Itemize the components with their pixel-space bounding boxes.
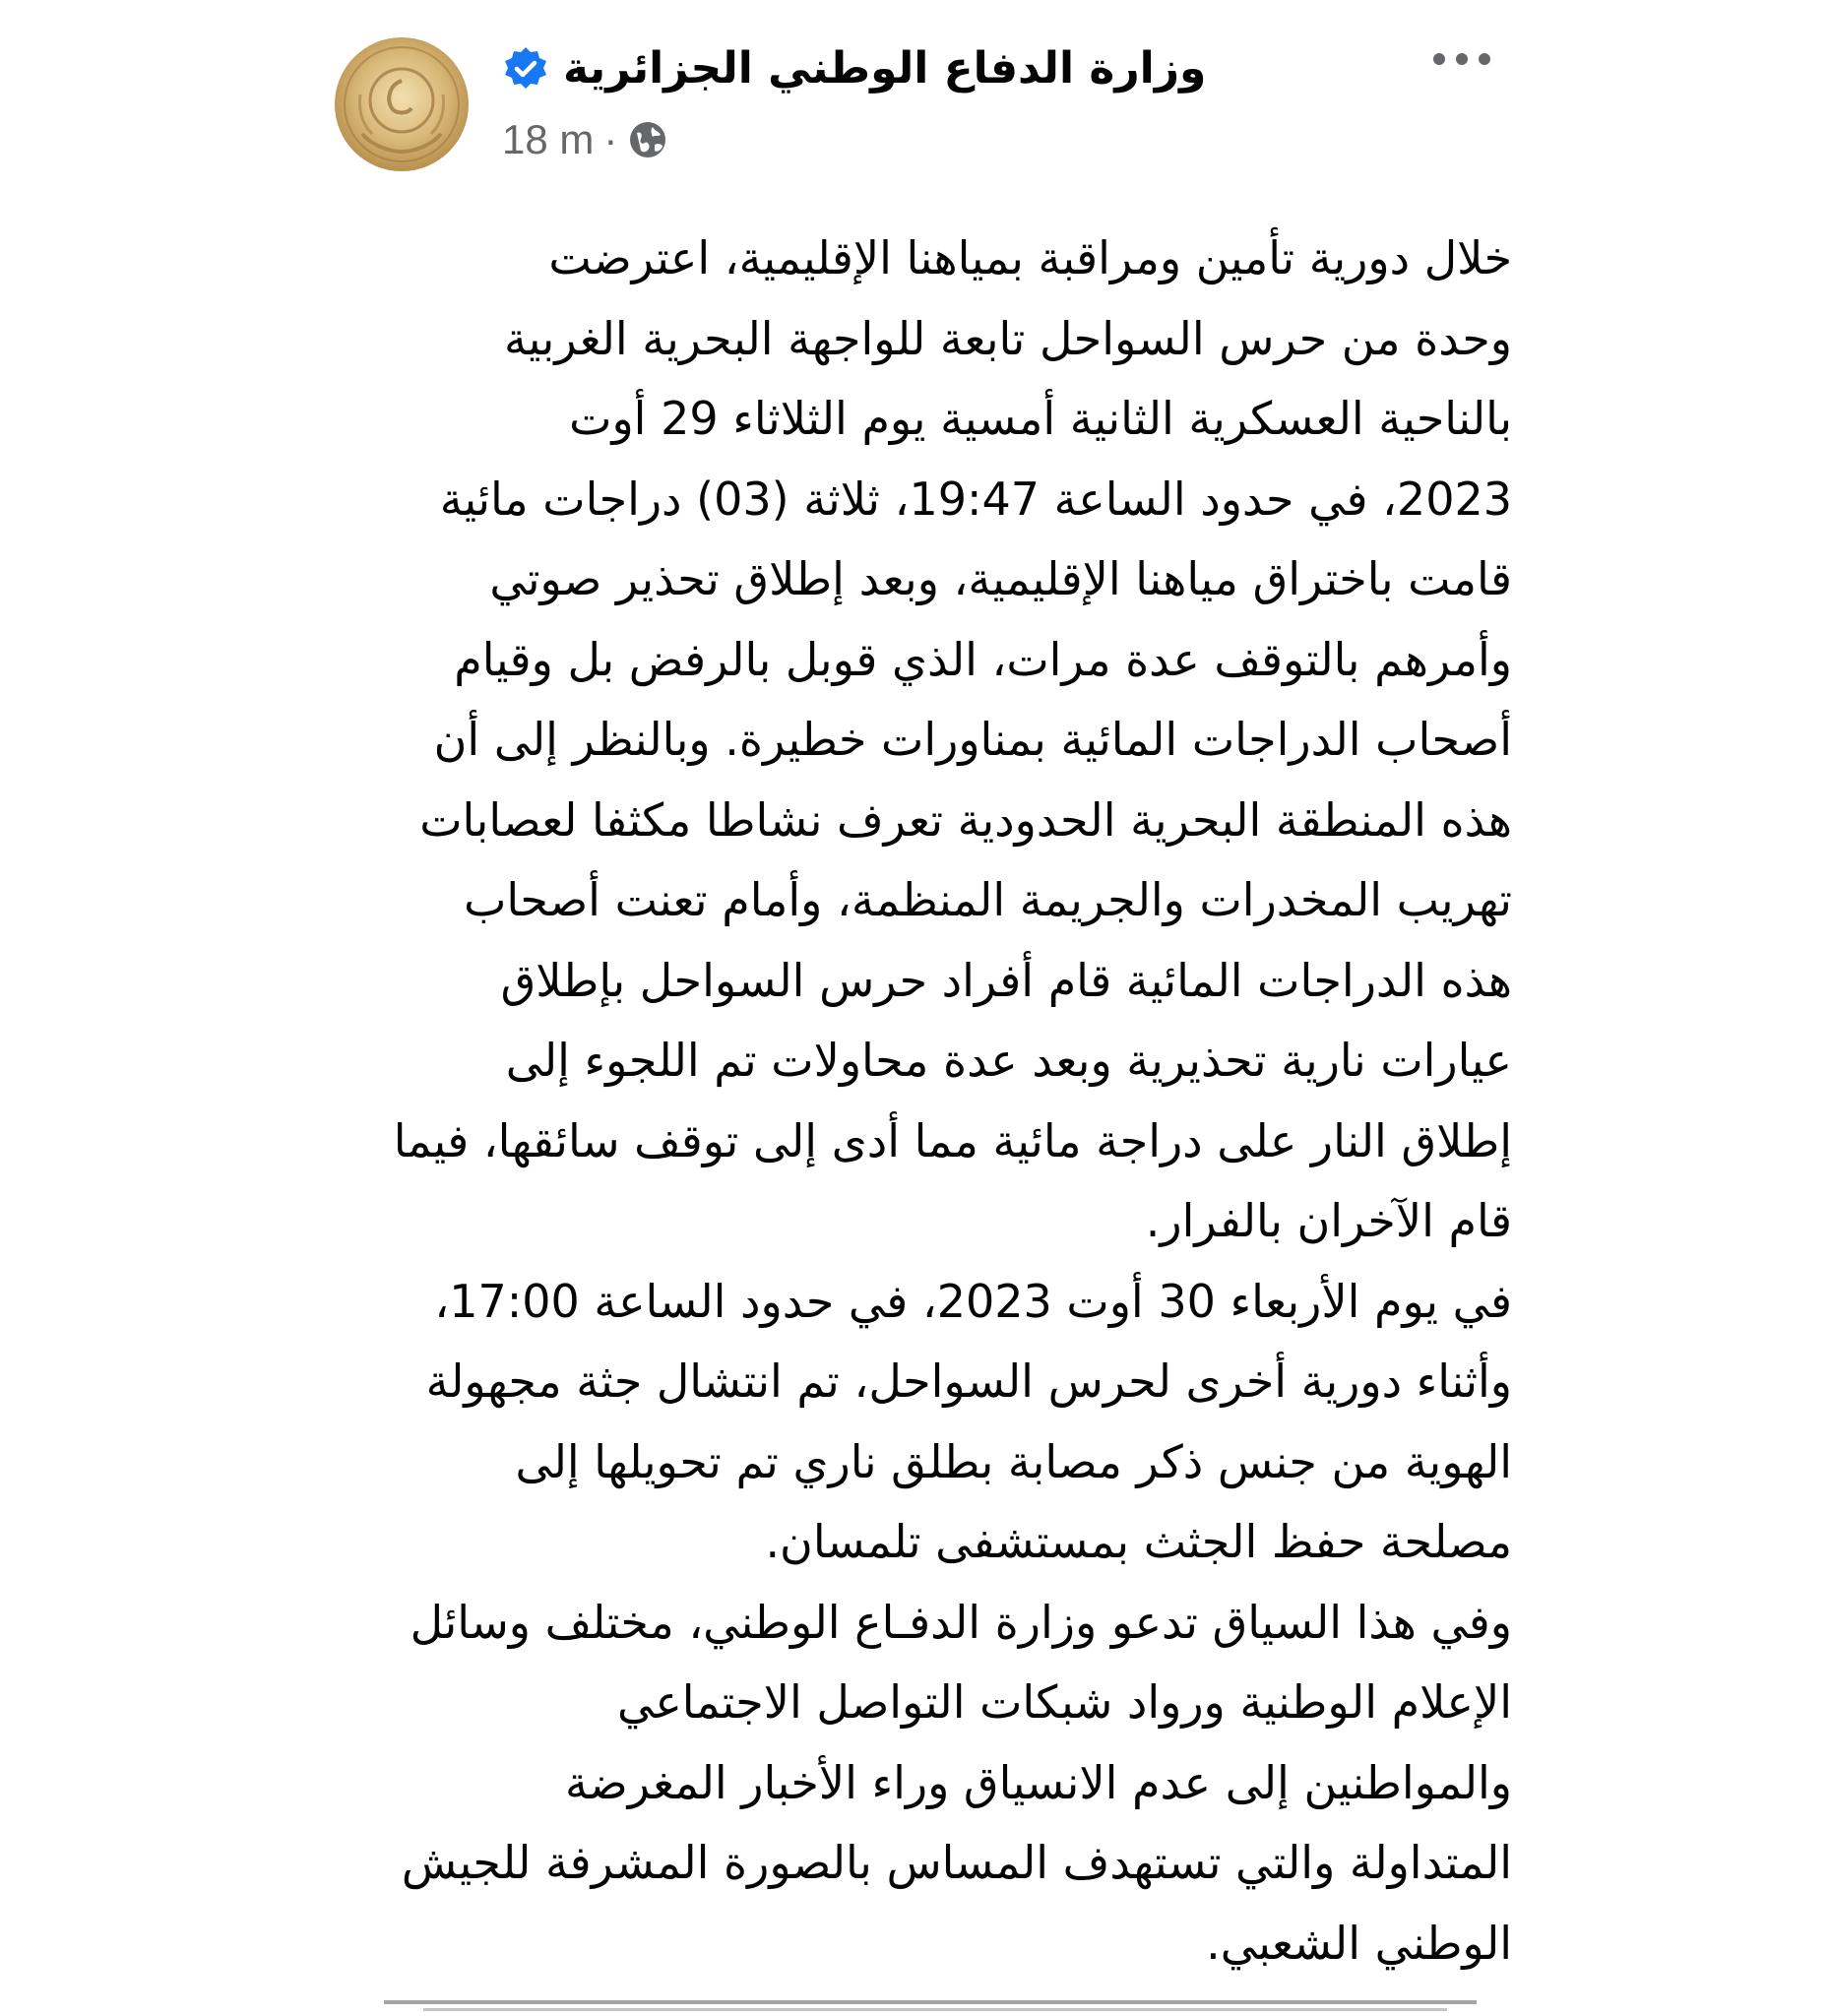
post-line: 2023، في حدود الساعة 19:47، ثلاثة (03) دراجات مائية xyxy=(439,472,1512,526)
post-line: أصحاب الدراجات المائية بمناورات خطيرة. وبالنظر إلى أن xyxy=(433,713,1512,766)
page-name[interactable]: وزارة الدفاع الوطني الجزائرية xyxy=(563,43,1207,94)
post-line: الهوية من جنس ذكر مصابة بطلق ناري تم تحويلها إلى xyxy=(515,1434,1512,1488)
post-timestamp[interactable]: 18 m xyxy=(502,116,595,162)
post-line: وفي هذا السياق تدعو وزارة الدفـاع الوطني، مختلف وسائل xyxy=(410,1595,1512,1649)
post-line: في يوم الأربعاء 30 أوت 2023، في حدود الساعة 17:00، xyxy=(434,1274,1512,1328)
post-line: تهريب المخدرات والجريمة المنظمة، وأمام تعنت أصحاب xyxy=(464,873,1512,926)
post-line: هذه الدراجات المائية قام أفراد حرس السواحل بإطلاق xyxy=(500,953,1512,1007)
post-header xyxy=(502,30,1349,108)
page-name-row xyxy=(502,30,1349,108)
post-line: عيارات نارية تحذيرية وبعد عدة محاولات تم اللجوء إلى xyxy=(505,1034,1512,1087)
post-line: قامت باختراق مياهنا الإقليمية، وبعد إطلاق تحذير صوتي xyxy=(489,552,1512,605)
post-line: وأمرهم بالتوقف عدة مرات، الذي قوبل بالرفض بل وقيام xyxy=(454,632,1512,686)
post-line: خلال دورية تأمين ومراقبة بمياهنا الإقليمية، اعترضت xyxy=(548,231,1512,284)
post-line: وأثناء دورية أخرى لحرس السواحل، تم انتشال جثة مجهولة xyxy=(425,1354,1512,1408)
more-options-icon[interactable] xyxy=(1427,39,1496,79)
post-line: مصلحة حفظ الجثث بمستشفى تلمسان. xyxy=(765,1515,1512,1568)
post-line: والمواطنين إلى عدم الانسياق وراء الأخبار المغرضة xyxy=(564,1755,1512,1809)
post-line: الوطني الشعبي. xyxy=(1206,1916,1512,1970)
post-line: قام الآخران بالفرار. xyxy=(1145,1194,1512,1247)
post-line: وحدة من حرس السواحل تابعة للواجهة البحرية الغربية xyxy=(503,311,1512,365)
post-line: الإعلام الوطنية ورواد شبكات التواصل الاجتماعي xyxy=(617,1675,1512,1729)
facebook-post xyxy=(325,0,1526,2016)
post-meta xyxy=(502,116,668,163)
post-body xyxy=(325,219,1512,1984)
verified-badge-icon xyxy=(502,45,549,93)
meta-separator: · xyxy=(603,116,618,162)
globe-icon[interactable] xyxy=(627,119,668,160)
page-avatar[interactable] xyxy=(333,35,471,173)
post-line: هذه المنطقة البحرية الحدودية تعرف نشاطا مكثفا لعصابات xyxy=(419,792,1512,847)
cut-off-text-fragment xyxy=(364,1998,1496,2016)
post-line: إطلاق النار على دراجة مائية مما أدى إلى توقف سائقها، فيما xyxy=(393,1113,1512,1167)
post-line: المتداولة والتي تستهدف المساس بالصورة المشرفة للجيش xyxy=(401,1836,1512,1889)
post-line: بالناحية العسكرية الثانية أمسية يوم الثلاثاء 29 أوت xyxy=(569,392,1512,445)
